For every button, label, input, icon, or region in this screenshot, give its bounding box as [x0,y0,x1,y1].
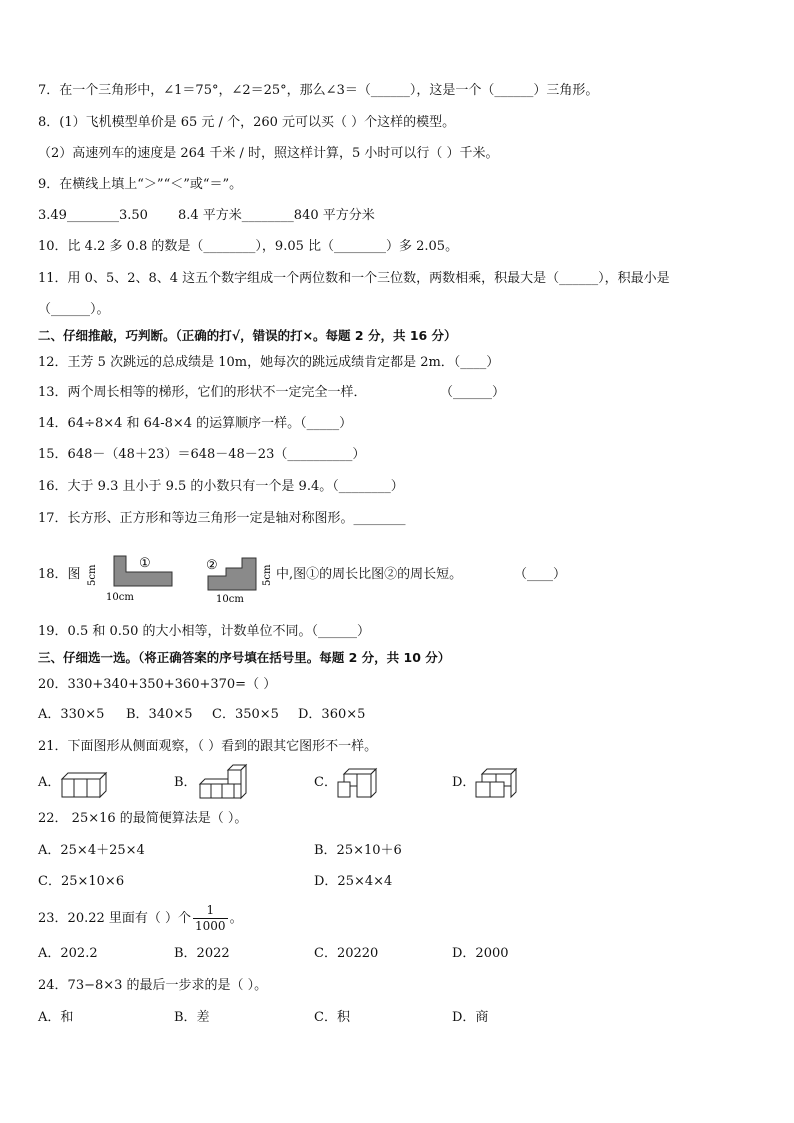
figure-1-l-shape [86,552,176,604]
question-13: 13．两个周长相等的梯形，它们的形状不一定完全一样． [38,385,367,400]
question-20-option-a: A．330×5 [38,707,105,722]
question-21-option-c: C． [314,775,337,790]
figure-1-label: ① [139,556,151,571]
question-23-suffix: 。 [229,911,243,926]
question-24-option-b: B．差 [174,1010,210,1025]
question-9-item-a: 3.49________3.50 [38,208,148,223]
figure-2-label: ② [206,558,218,573]
fraction-denominator: 1000 [195,919,226,933]
question-12: 12．王芳 5 次跳远的总成绩是 10m，她每次的跳远成绩肯定都是 2m．（____） [38,355,500,370]
question-20-option-b: B．340×5 [126,707,193,722]
question-18-prefix: 18．图 [38,567,81,582]
question-23-prefix: 23．20.22 里面有（ ）个 [38,911,192,926]
question-24-option-d: D．商 [452,1010,489,1025]
question-22-option-a: A．25×4＋25×4 [38,843,145,858]
question-24: 24．73−8×3 的最后一步求的是（ ）。 [38,978,268,993]
question-9-item-b: 8.4 平方米________840 平方分米 [178,208,375,223]
figure-2-width: 10cm [216,594,244,605]
question-15: 15．648－（48＋23）＝648－48－23（__________） [38,447,366,462]
fraction-numerator: 1 [193,903,228,919]
section-2-heading: 二、仔细推敲，巧判断。（正确的打√，错误的打×。每题 2 分，共 16 分） [38,328,457,343]
question-14: 14．64÷8×4 和 64-8×4 的运算顺序一样。（_____） [38,416,353,431]
question-18-blank: （____） [514,567,567,582]
section-3-heading: 三、仔细选一选。（将正确答案的序号填在括号里。每题 2 分，共 10 分） [38,650,451,665]
question-22-option-c: C．25×10×6 [38,874,125,889]
question-13-blank: （______） [440,385,506,400]
question-23 [38,902,243,936]
question-20-option-d: D．360×5 [298,707,366,722]
question-16: 16．大于 9.3 且小于 9.5 的小数只有一个是 9.4。（________） [38,479,404,494]
question-23-option-c: C．20220 [314,946,379,961]
question-8-part-2: （2）高速列车的速度是 264 千米 / 时，照这样计算，5 小时可以行（ ）千米。 [38,146,499,161]
question-21: 21．下面图形从侧面观察，（ ）看到的跟其它图形不一样。 [38,739,378,754]
question-18-text: 中,图①的周长比图②的周长短。 [276,567,463,582]
question-11-line-1: 11．用 0、5、2、8、4 这五个数字组成一个两位数和一个三位数，两数相乘，积最大是（______），积最小是 [38,271,670,286]
option-a-cubes-icon [60,769,110,799]
fraction-one-thousandth [193,903,228,934]
question-23-option-d: D．2000 [452,946,509,961]
question-11-line-2: （______）。 [38,302,110,317]
question-8-part-1: 8．(1）飞机模型单价是 65 元 / 个，260 元可以买（ ）个这样的模型。 [38,115,456,130]
question-19: 19．0.5 和 0.50 的大小相等，计数单位不同。（______） [38,624,371,639]
option-b-cubes-icon [198,764,250,800]
question-9: 9．在横线上填上“＞”“＜”或“＝”。 [38,177,243,192]
question-23-option-a: A．202.2 [38,946,98,961]
question-17: 17．长方形、正方形和等边三角形一定是轴对称图形。________ [38,511,406,526]
question-21-option-b: B． [174,775,197,790]
question-24-option-a: A．和 [38,1010,74,1025]
question-21-option-d: D． [452,775,476,790]
question-7: 7．在一个三角形中，∠1＝75°，∠2＝25°，那么∠3＝（______），这是一个（______）三角形。 [38,83,599,98]
question-20: 20．330+340+350+360+370=（ ） [38,677,277,692]
figure-1-width: 10cm [106,592,134,603]
question-22: 22． 25×16 的最简便算法是（ ）。 [38,811,248,826]
question-20-option-c: C．350×5 [212,707,279,722]
question-22-option-b: B．25×10＋6 [314,843,402,858]
question-24-option-c: C．积 [314,1010,350,1025]
option-d-cubes-icon [474,768,520,798]
question-22-option-d: D．25×4×4 [314,874,393,889]
option-c-cubes-icon [336,768,380,798]
question-10: 10．比 4.2 多 0.8 的数是（________），9.05 比（________）多 2.05。 [38,239,459,254]
figure-1-height: 5cm [87,564,98,586]
figure-2-height: 5cm [262,564,273,586]
question-21-option-a: A． [38,775,61,790]
question-23-option-b: B．2022 [174,946,230,961]
